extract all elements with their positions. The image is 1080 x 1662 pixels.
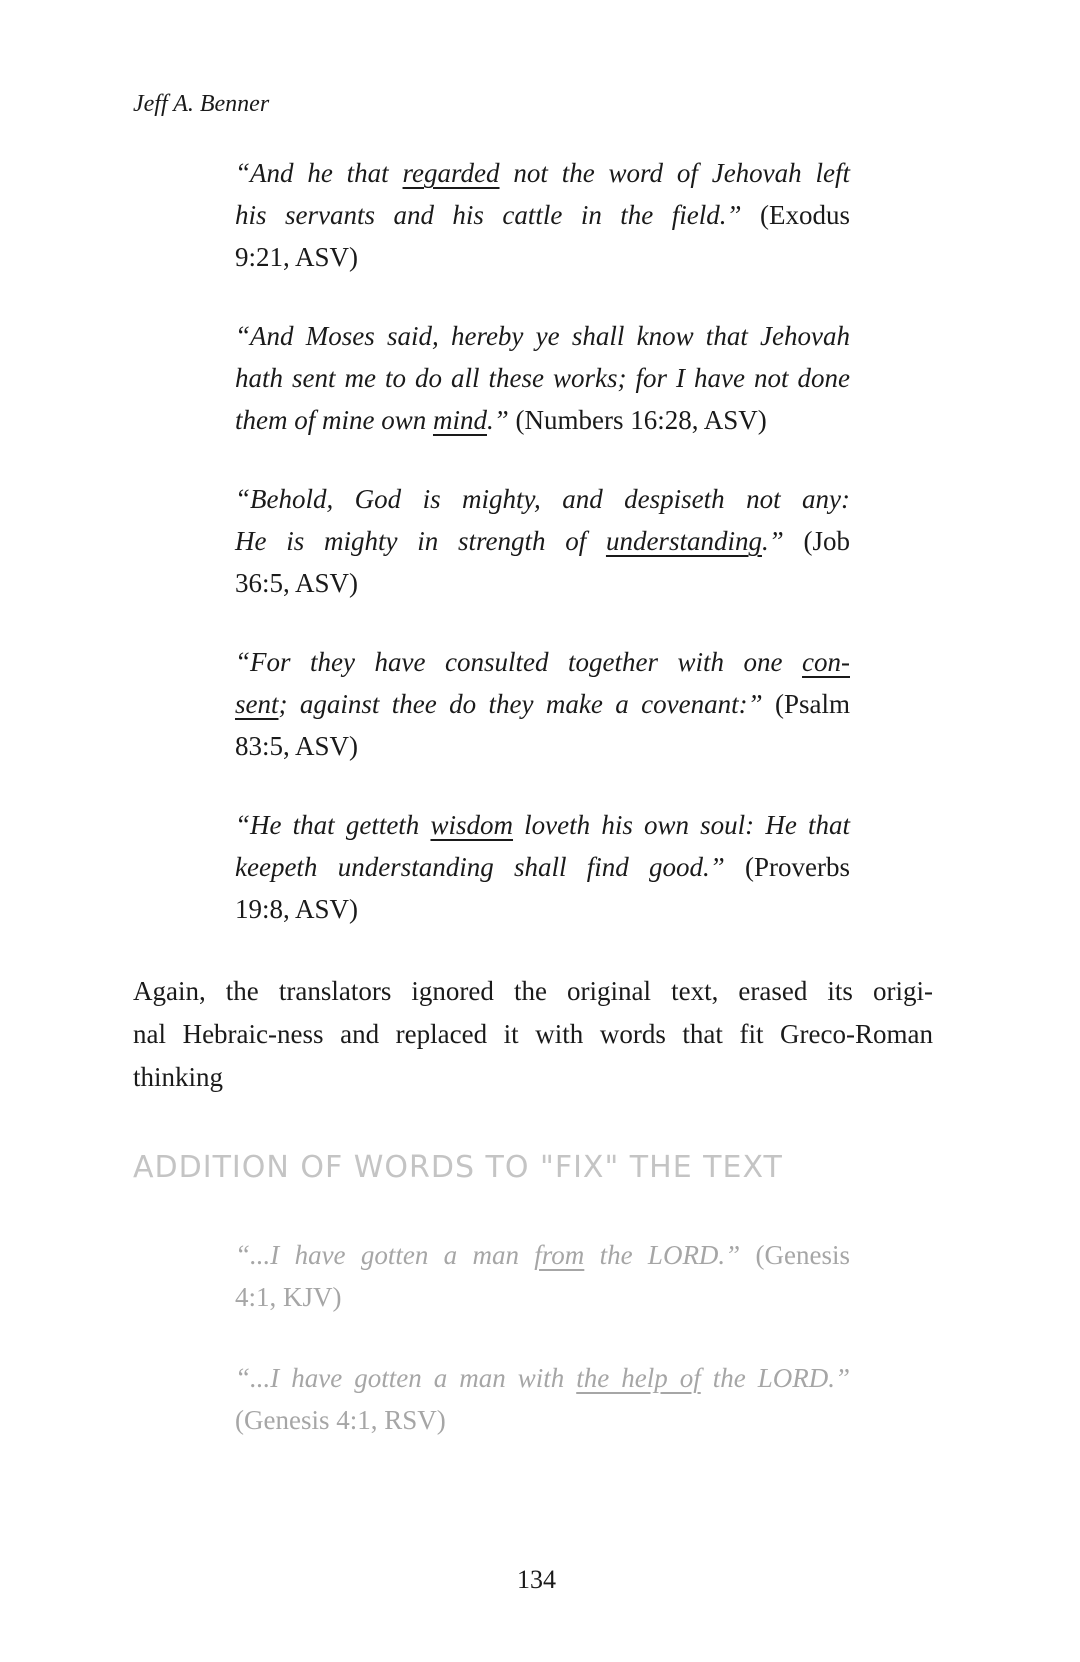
- text-segment: the LORD.”: [584, 1240, 756, 1270]
- text-line: thinking: [133, 1062, 224, 1092]
- text-line: [235, 478, 850, 520]
- text-line: [235, 1399, 850, 1441]
- text-line: [235, 804, 850, 846]
- blockquote: [235, 478, 850, 604]
- text-line: [235, 846, 850, 888]
- text-line: [235, 357, 850, 399]
- text-segment: 83:5, ASV): [235, 731, 359, 761]
- text-segment: (Proverbs: [745, 852, 850, 882]
- running-header: Jeff A. Benner: [133, 91, 270, 117]
- text-line: [235, 315, 850, 357]
- underlined-text-segment: mind: [432, 405, 487, 435]
- text-line: [235, 399, 850, 441]
- text-line: [235, 236, 850, 278]
- underlined-text-segment: wisdom: [430, 810, 514, 840]
- text-segment: (Job: [803, 526, 850, 556]
- text-segment: (Genesis: [755, 1240, 850, 1270]
- section-heading: ADDITION OF WORDS TO "FIX" THE TEXT: [133, 1150, 783, 1185]
- text-segment: loveth his own soul: He that: [513, 810, 850, 840]
- blockquote: [235, 315, 850, 441]
- text-segment: his servants and his cattle in the field.”: [235, 200, 760, 230]
- text-segment: hath sent me to do all these works; for I have not done: [235, 363, 850, 393]
- text-segment: .”: [486, 405, 516, 435]
- text-segment: not the word of Jehovah left: [499, 158, 850, 188]
- text-segment: 4:1, KJV): [235, 1282, 342, 1312]
- text-segment: (Genesis 4:1, RSV): [235, 1405, 446, 1435]
- muted-quotes-section: [133, 1234, 933, 1441]
- text-segment: “For they have consulted together with one: [235, 647, 803, 677]
- commentary-paragraph: [133, 970, 933, 1099]
- text-segment: 9:21, ASV): [235, 242, 359, 272]
- text-line: [235, 194, 850, 236]
- blockquote: [235, 804, 850, 930]
- text-segment: He is mighty in strength of: [235, 526, 606, 556]
- underlined-text-segment: regarded: [402, 158, 500, 188]
- text-line: [235, 520, 850, 562]
- scripture-quotes-section: [133, 152, 933, 930]
- text-line: [235, 641, 850, 683]
- underlined-text-segment: from: [534, 1240, 585, 1270]
- text-line: [235, 725, 850, 767]
- blockquote: [235, 152, 850, 278]
- text-segment: 36:5, ASV): [235, 568, 359, 598]
- page-number: 134: [517, 1565, 556, 1594]
- text-line: Again, the translators ignored the original text, erased its origi-: [133, 976, 933, 1006]
- text-line: [235, 562, 850, 604]
- muted-blockquote: [235, 1234, 850, 1318]
- text-segment: “...I have gotten a man: [235, 1240, 535, 1270]
- underlined-text-segment: con-: [802, 647, 850, 677]
- underlined-text-segment: sent: [235, 689, 279, 719]
- text-segment: “Behold, God is mighty, and despiseth not any:: [235, 484, 850, 514]
- text-segment: .”: [761, 526, 804, 556]
- text-segment: “He that getteth: [235, 810, 431, 840]
- blockquote: [235, 641, 850, 767]
- text-segment: ; against thee do they make a covenant:”: [278, 689, 775, 719]
- text-line: [235, 1234, 850, 1276]
- text-line: [235, 1357, 850, 1399]
- text-segment: (Numbers 16:28, ASV): [515, 405, 767, 435]
- text-segment: keepeth understanding shall find good.”: [235, 852, 746, 882]
- text-line: [235, 888, 850, 930]
- text-segment: (Psalm: [774, 689, 850, 719]
- text-segment: “...I have gotten a man with: [235, 1363, 577, 1393]
- text-line: nal Hebraic-ness and replaced it with words that fit Greco-Roman: [133, 1019, 933, 1049]
- text-segment: (Exodus: [760, 200, 850, 230]
- text-segment: them of mine own: [235, 405, 433, 435]
- text-segment: 19:8, ASV): [235, 894, 359, 924]
- underlined-text-segment: understanding: [605, 526, 762, 556]
- text-line: [235, 152, 850, 194]
- text-line: [235, 683, 850, 725]
- text-line: [235, 1276, 850, 1318]
- text-segment: the LORD.”: [700, 1363, 850, 1393]
- underlined-text-segment: the help of: [576, 1363, 701, 1393]
- text-segment: “And Moses said, hereby ye shall know that Jehovah: [235, 321, 850, 351]
- text-segment: “And he that: [235, 158, 403, 188]
- muted-blockquote: [235, 1357, 850, 1441]
